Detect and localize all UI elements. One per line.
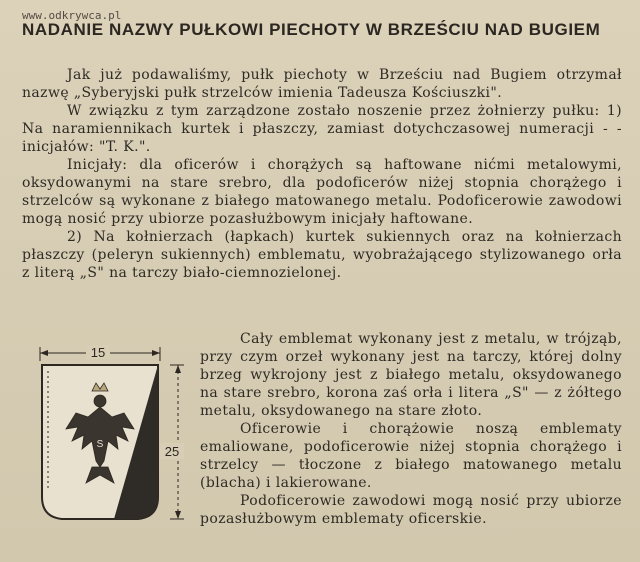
height-label: 25 (164, 444, 180, 459)
wrapped-text (200, 330, 622, 528)
emblem-drawing (18, 335, 198, 535)
width-dimension (40, 345, 160, 361)
width-label: 15 (90, 345, 106, 360)
emblem-figure (18, 335, 198, 535)
paragraph: Inicjały: dla oficerów i chorążych są haftowane nićmi metalowymi, oksydowanymi na stare srebro, dla podoficerów niżej stopnia chorążego i strzelców są wykonane z białego matowanego metalu. Podoficerowie zawodowi mogą nosić przy ubiorze pozasłużbowym inicjały haftowane. (22, 157, 622, 227)
watermark: www.odkrywca.pl (22, 9, 122, 22)
article-body (22, 66, 622, 282)
height-dimension (160, 365, 184, 519)
paragraph: Oficerowie i chorążowie noszą emblematy emaliowane, podoficerowie niżej stopnia chorążego i strzelcy — tłoczone z białego matowanego metalu (blacha) i lakierowane. (200, 421, 622, 491)
paragraph: Jak już podawaliśmy, pułk piechoty w Brześciu nad Bugiem otrzymał nazwę „Syberyjski pułk strzelców imienia Tadeusza Kościuszki". (22, 67, 622, 101)
paragraph: Podoficerowie zawodowi mogą nosić przy ubiorze pozasłużbowym emblematy oficerskie. (200, 493, 622, 527)
shield-letter: S (96, 439, 104, 450)
paragraph: Cały emblemat wykonany jest z metalu, w trójząb, przy czym orzeł wykonany jest na tarczy, której dolny brzeg wykrojony jest z białego metalu, oksydowanego na stare srebro, korona zaś orła i litera „S" — z żółtego metalu, oksydowanego na stare złoto. (200, 331, 622, 419)
article-title: NADANIE NAZWY PUŁKOWI PIECHOTY W BRZEŚCIU NAD BUGIEM (22, 20, 601, 39)
paragraph: W związku z tym zarządzone zostało noszenie przez żołnierzy pułku: 1) Na naramiennikach kurtek i płaszczy, zamiast dotychczasowej numeracji - - inicjałów: "T. K.". (22, 103, 622, 155)
paragraph: 2) Na kołnierzach (łapkach) kurtek sukiennych oraz na kołnierzach płaszczy (peleryn sukiennych) emblematu, wyobrażającego stylizowanego orła z literą „S" na tarczy biało-ciemnozielonej. (22, 229, 622, 281)
